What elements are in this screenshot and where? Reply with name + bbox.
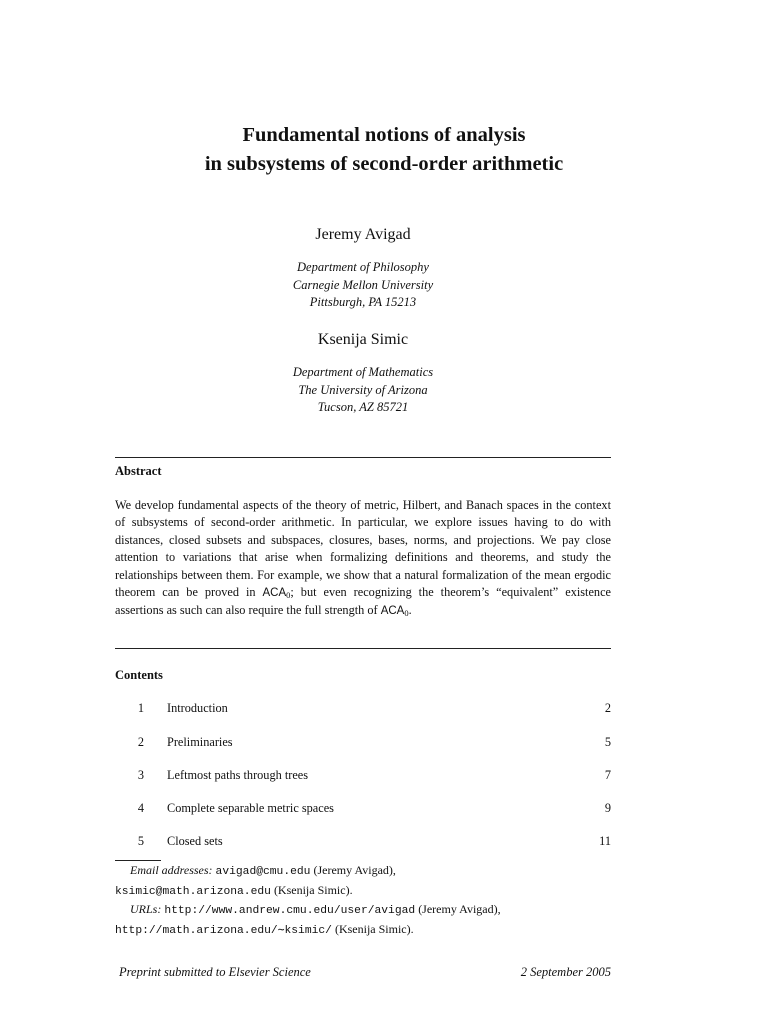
url-link[interactable]: http://math.arizona.edu/∼ksimic/ xyxy=(115,924,332,937)
toc-page: 5 xyxy=(604,735,611,749)
footnote-url-line xyxy=(115,901,611,921)
affiliation-line: Tucson, AZ 85721 xyxy=(317,400,409,414)
abstract-heading: Abstract xyxy=(115,464,162,478)
toc-entry[interactable] xyxy=(115,735,611,753)
abstract-text-part: ; but even recognizing the theorem’s “equivalent” existence assertions as such can also require the full strength of xyxy=(115,585,611,618)
footnote-rule xyxy=(115,860,161,861)
toc-title: Complete separable metric spaces xyxy=(167,801,334,815)
footer-preprint-note: Preprint submitted to Elsevier Science xyxy=(119,965,311,979)
footnote-url-line xyxy=(115,921,611,941)
toc-number: 3 xyxy=(137,768,144,782)
footnote-email-line xyxy=(115,862,611,882)
toc-page: 9 xyxy=(604,801,611,815)
url-link[interactable]: http://www.andrew.cmu.edu/user/avigad xyxy=(164,905,416,918)
abstract-text-part: . xyxy=(408,603,412,618)
email-link[interactable]: ksimic@math.arizona.edu xyxy=(115,885,271,898)
url-owner: (Jeremy Avigad), xyxy=(415,902,501,917)
affiliation-line: Carnegie Mellon University xyxy=(292,277,434,292)
toc-title: Preliminaries xyxy=(167,735,233,749)
author-name-1: Jeremy Avigad xyxy=(315,226,411,243)
abstract-text xyxy=(115,497,611,621)
toc-number: 4 xyxy=(137,801,144,815)
system-subscript: 0 xyxy=(286,590,291,601)
toc-entry[interactable] xyxy=(115,768,611,786)
toc-page: 7 xyxy=(604,768,611,782)
abstract-bottom-rule xyxy=(115,648,611,649)
toc-entry[interactable] xyxy=(115,801,611,819)
toc-page: 11 xyxy=(599,834,611,848)
affiliation-line: Department of Philosophy xyxy=(297,260,429,274)
toc-number: 1 xyxy=(137,701,144,715)
url-owner: (Ksenija Simic). xyxy=(331,921,414,936)
system-subscript: 0 xyxy=(404,608,409,619)
toc-number: 2 xyxy=(137,735,144,749)
affiliation-line: Department of Mathematics xyxy=(292,365,434,379)
footnote-email-line xyxy=(115,882,611,902)
toc-title: Introduction xyxy=(167,701,228,715)
email-link[interactable]: avigad@cmu.edu xyxy=(215,866,311,878)
email-owner: (Jeremy Avigad), xyxy=(310,863,396,877)
contents-heading: Contents xyxy=(115,668,163,682)
abstract-top-rule xyxy=(115,457,611,458)
affiliation-line: The University of Arizona xyxy=(298,382,428,397)
author-affiliation-1 xyxy=(0,259,726,312)
title-line-2: in subsystems of second-order arithmetic xyxy=(204,153,564,175)
system-name: ACA xyxy=(262,587,287,600)
email-owner: (Ksenija Simic). xyxy=(270,882,353,897)
author-name-2: Ksenija Simic xyxy=(317,331,409,348)
toc-title: Closed sets xyxy=(167,834,223,848)
toc-entry[interactable] xyxy=(115,701,611,719)
footer-date: 2 September 2005 xyxy=(520,965,611,979)
footnote xyxy=(115,862,611,940)
toc-title: Leftmost paths through trees xyxy=(167,768,309,782)
toc-entry[interactable] xyxy=(115,834,611,852)
abstract-text-part: We develop fundamental aspects of the theory of metric, Hilbert, and Banach spaces in the context of subsystems of second-order arithmetic. In particular, we explore issues having to do with distances, closed subsets and subspaces, closures, bases, norms, and projections. We pay close attention to variations that arise when formalizing definitions and theorems, and study the relationships between them. For example, we show that a natural formalization of the mean ergodic theorem can be proved in xyxy=(115,498,611,600)
toc-number: 5 xyxy=(137,834,144,848)
paper-title xyxy=(0,121,768,179)
email-label: Email addresses: xyxy=(130,863,213,877)
title-line-1: Fundamental notions of analysis xyxy=(242,124,526,146)
toc-page: 2 xyxy=(604,701,611,715)
affiliation-line: Pittsburgh, PA 15213 xyxy=(309,295,417,309)
author-affiliation-2 xyxy=(0,364,726,417)
url-label: URLs: xyxy=(130,902,162,917)
system-name: ACA xyxy=(380,605,405,618)
